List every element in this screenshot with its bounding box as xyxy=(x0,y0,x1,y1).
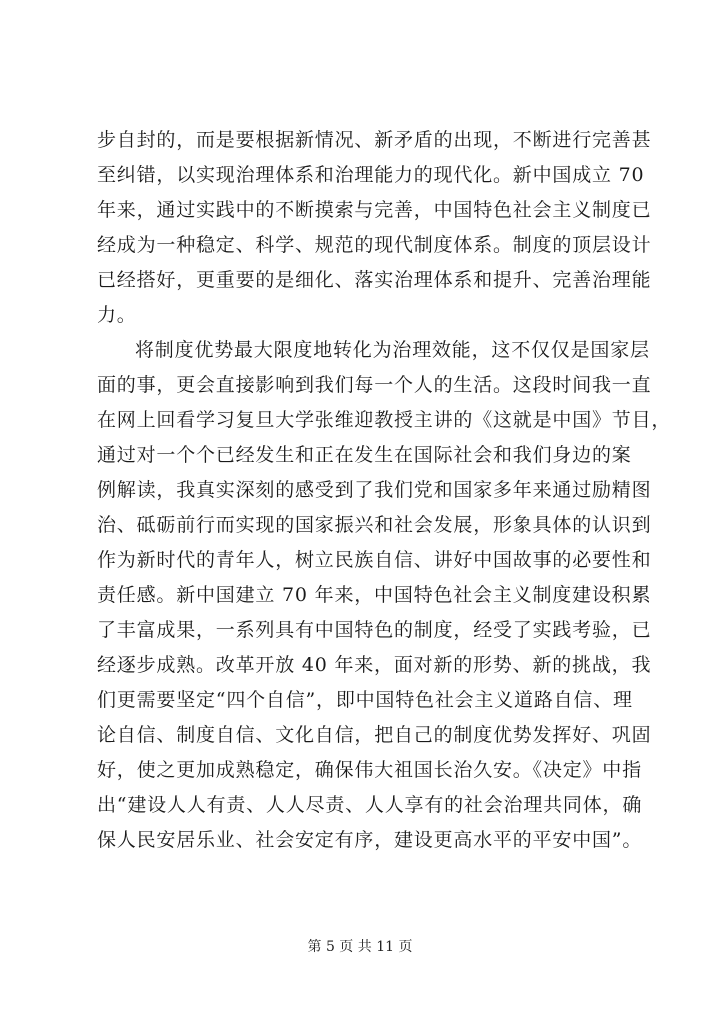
text-line: 论自信、制度自信、文化自信，把自己的制度优势发挥好、巩固 xyxy=(97,724,652,746)
text-line: 了丰富成果，一系列具有中国特色的制度，经受了实践考验，已 xyxy=(97,619,652,641)
text-line: 例解读，我真实深刻的感受到了我们党和国家多年来通过励精图 xyxy=(97,479,652,501)
text-line: 在网上回看学习复旦大学张维迎教授主讲的《这就是中国》节目， xyxy=(97,409,672,431)
text-line: 已经搭好，更重要的是细化、落实治理体系和提升、完善治理能 xyxy=(97,269,652,291)
text-line: 责任感。新中国建立 70 年来，中国特色社会主义制度建设积累 xyxy=(97,584,652,606)
text-line: 们更需要坚定“四个自信”，即中国特色社会主义道路自信、理 xyxy=(97,689,633,711)
text-line: 力。 xyxy=(97,304,137,326)
text-line: 至纠错，以实现治理体系和治理能力的现代化。新中国成立 70 xyxy=(97,164,645,186)
page-number: 第 5 页 共 11 页 xyxy=(307,939,413,955)
text-line: 经成为一种稳定、科学、规范的现代制度体系。制度的顶层设计 xyxy=(97,234,652,256)
paragraph-first-line: 将制度优势最大限度地转化为治理效能，这不仅仅是国家层 xyxy=(135,339,650,361)
text-line: 经逐步成熟。改革开放 40 年来，面对新的形势、新的挑战，我 xyxy=(97,654,652,676)
text-line: 面的事，更会直接影响到我们每一个人的生活。这段时间我一直 xyxy=(97,374,652,396)
text-line: 好，使之更加成熟稳定，确保伟大祖国长治久安。《决定》中指 xyxy=(97,759,642,781)
text-line: 通过对一个个已经发生和正在发生在国际社会和我们身边的案 xyxy=(97,444,632,466)
text-line: 保人民安居乐业、社会安定有序，建设更高水平的平安中国”。 xyxy=(97,829,643,851)
text-line: 步自封的，而是要根据新情况、新矛盾的出现，不断进行完善甚 xyxy=(97,129,652,151)
text-line: 出“建设人人有责、人人尽责、人人享有的社会治理共同体，确 xyxy=(97,794,643,816)
text-line: 年来，通过实践中的不断摸索与完善，中国特色社会主义制度已 xyxy=(97,199,652,221)
text-line: 治、砥砺前行而实现的国家振兴和社会发展，形象具体的认识到 xyxy=(97,514,652,536)
text-line: 作为新时代的青年人，树立民族自信、讲好中国故事的必要性和 xyxy=(97,549,652,571)
